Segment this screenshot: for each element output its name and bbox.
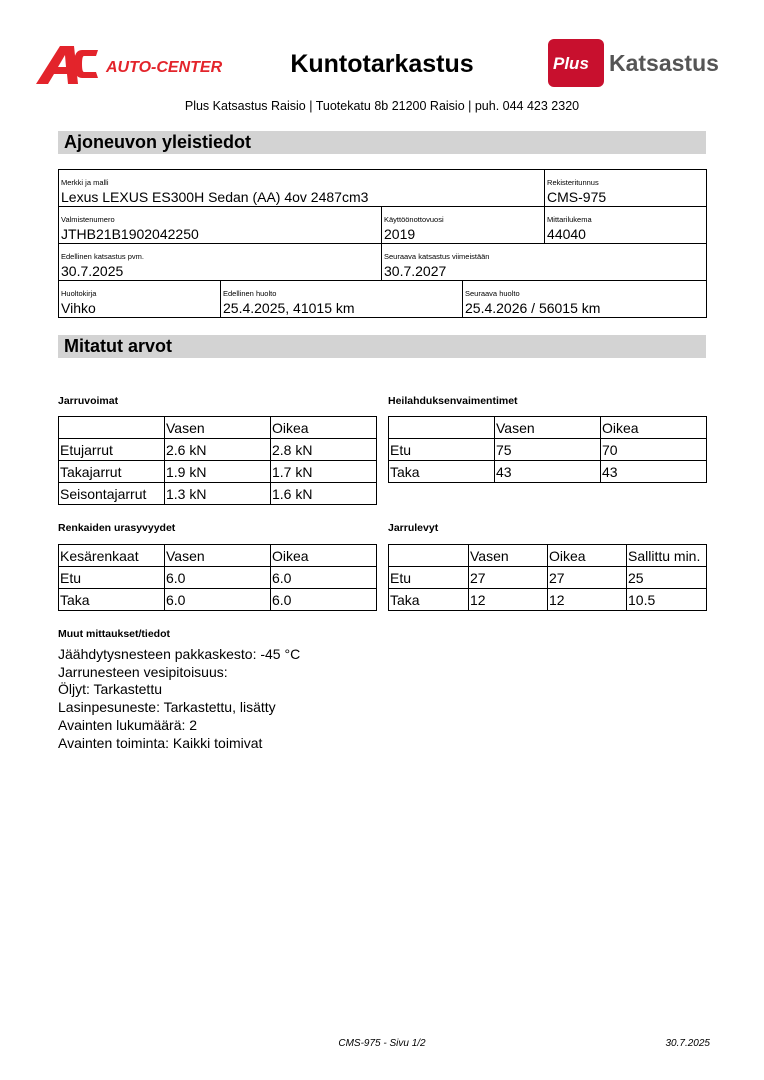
next-inspection-value: 30.7.2027: [384, 263, 447, 279]
table-header-cell: Vasen: [469, 545, 548, 567]
table-row: [59, 439, 377, 461]
table-cell: 43: [495, 461, 601, 483]
table-header-cell: Vasen: [495, 417, 601, 439]
table-row: [389, 417, 707, 439]
vin-value: JTHB21B1902042250: [61, 226, 199, 242]
reg-label: Rekisteritunnus: [547, 178, 599, 187]
year-cell: [382, 207, 545, 244]
table-cell: 75: [495, 439, 601, 461]
contact-line: Plus Katsastus Raisio | Tuotekatu 8b 21200 Raisio | puh. 044 423 2320: [184, 99, 580, 113]
make-model-cell: [59, 170, 545, 207]
vin-cell: [59, 207, 382, 244]
svg-text:Plus: Plus: [553, 54, 589, 73]
next-inspection-cell: [382, 244, 707, 281]
table-cell: 25: [627, 567, 707, 589]
table-row: [389, 567, 707, 589]
table-cell: Taka: [389, 461, 495, 483]
odometer-label: Mittarilukema: [547, 215, 592, 224]
page-title: Kuntotarkastus: [290, 50, 474, 78]
table-cell: 12: [548, 589, 627, 611]
make-model-label: Merkki ja malli: [61, 178, 109, 187]
table-cell: 27: [469, 567, 548, 589]
section-title-measured: Mitatut arvot: [58, 335, 706, 358]
section-title-vehicle: Ajoneuvon yleistiedot: [58, 131, 706, 154]
table-cell: Etu: [389, 567, 469, 589]
note-line: Avainten toiminta: Kaikki toimivat: [58, 734, 263, 751]
table-cell: 1.6 kN: [271, 483, 377, 505]
table-header-cell: Vasen: [165, 545, 271, 567]
last-inspection-label: Edellinen katsastus pvm.: [61, 252, 144, 261]
last-service-cell: [221, 281, 463, 318]
table-cell: 6.0: [165, 567, 271, 589]
tires-table: [58, 544, 377, 611]
table-header-cell: Kesärenkaat: [59, 545, 165, 567]
table-header-cell: Oikea: [601, 417, 707, 439]
svg-text:Katsastus: Katsastus: [609, 50, 719, 76]
note-line: Jäähdytysnesteen pakkaskesto: -45 °C: [58, 646, 301, 662]
table-row: [389, 439, 707, 461]
note-line: Jarrunesteen vesipitoisuus:: [58, 663, 228, 680]
table-cell: 1.3 kN: [165, 483, 271, 505]
table-cell: Etujarrut: [59, 439, 165, 461]
table-row: [59, 567, 377, 589]
table-cell: 70: [601, 439, 707, 461]
table-row: [389, 589, 707, 611]
svg-text:AUTO-CENTER: AUTO-CENTER: [106, 59, 223, 76]
table-row: [389, 545, 707, 567]
table-cell: 2.6 kN: [165, 439, 271, 461]
shocks-title: Heilahduksenvaimentimet: [388, 395, 518, 407]
table-row: [59, 461, 377, 483]
table-row: [59, 589, 377, 611]
reg-value: CMS-975: [547, 189, 607, 205]
table-header-cell: [59, 417, 165, 439]
year-value: 2019: [384, 226, 416, 242]
reg-cell: [545, 170, 707, 207]
note-line: Lasinpesuneste: Tarkastettu, lisätty: [58, 699, 276, 716]
servicebook-value: Vihko: [61, 300, 96, 316]
table-header-cell: Oikea: [548, 545, 627, 567]
odometer-value: 44040: [547, 226, 586, 242]
table-cell: 2.8 kN: [271, 439, 377, 461]
next-service-value: 25.4.2026 / 56015 km: [465, 300, 601, 316]
table-cell: 6.0: [271, 589, 377, 611]
table-row: [59, 483, 377, 505]
table-cell: 1.7 kN: [271, 461, 377, 483]
table-cell: Etu: [389, 439, 495, 461]
footer-page: CMS-975 - Sivu 1/2: [338, 1038, 426, 1049]
year-label: Käyttöönottovuosi: [384, 215, 444, 224]
table-header-cell: Vasen: [165, 417, 271, 439]
table-header-cell: Oikea: [271, 545, 377, 567]
next-inspection-label: Seuraava katsastus viimeistään: [384, 252, 490, 261]
table-cell: Taka: [59, 589, 165, 611]
vin-label: Valmistenumero: [61, 215, 115, 224]
table-cell: Taka: [389, 589, 469, 611]
discs-table: [388, 544, 707, 611]
table-row: [59, 417, 377, 439]
vehicle-info-table: [58, 169, 707, 318]
last-service-value: 25.4.2025, 41015 km: [223, 300, 355, 316]
table-cell: 12: [469, 589, 548, 611]
table-cell: 10.5: [627, 589, 707, 611]
footer-date: 30.7.2025: [665, 1038, 710, 1049]
servicebook-label: Huoltokirja: [61, 289, 97, 298]
table-cell: Takajarrut: [59, 461, 165, 483]
table-cell: 27: [548, 567, 627, 589]
table-row: [59, 545, 377, 567]
brakes-table: [58, 416, 377, 505]
tires-title: Renkaiden urasyvyydet: [58, 522, 176, 534]
other-title: Muut mittaukset/tiedot: [58, 628, 170, 640]
table-cell: 43: [601, 461, 707, 483]
table-row: [389, 461, 707, 483]
odometer-cell: [545, 207, 707, 244]
last-service-label: Edellinen huolto: [223, 289, 277, 298]
next-service-label: Seuraava huolto: [465, 289, 520, 298]
note-line: Avainten lukumäärä: 2: [58, 716, 198, 733]
table-header-cell: Sallittu min.: [627, 545, 707, 567]
discs-title: Jarrulevyt: [388, 522, 439, 534]
table-cell: Etu: [59, 567, 165, 589]
brakes-title: Jarruvoimat: [58, 395, 119, 407]
table-header-cell: [389, 417, 495, 439]
table-cell: 6.0: [271, 567, 377, 589]
other-notes: [58, 646, 300, 752]
next-service-cell: [463, 281, 707, 318]
make-model-value: Lexus LEXUS ES300H Sedan (AA) 4ov 2487cm3: [61, 189, 369, 205]
table-cell: Seisontajarrut: [59, 483, 165, 505]
last-inspection-value: 30.7.2025: [61, 263, 124, 279]
servicebook-cell: [59, 281, 221, 318]
table-cell: 1.9 kN: [165, 461, 271, 483]
table-cell: 6.0: [165, 589, 271, 611]
note-line: Öljyt: Tarkastettu: [58, 681, 163, 698]
shocks-table: [388, 416, 707, 483]
table-header-cell: [389, 545, 469, 567]
last-inspection-cell: [59, 244, 382, 281]
table-header-cell: Oikea: [271, 417, 377, 439]
